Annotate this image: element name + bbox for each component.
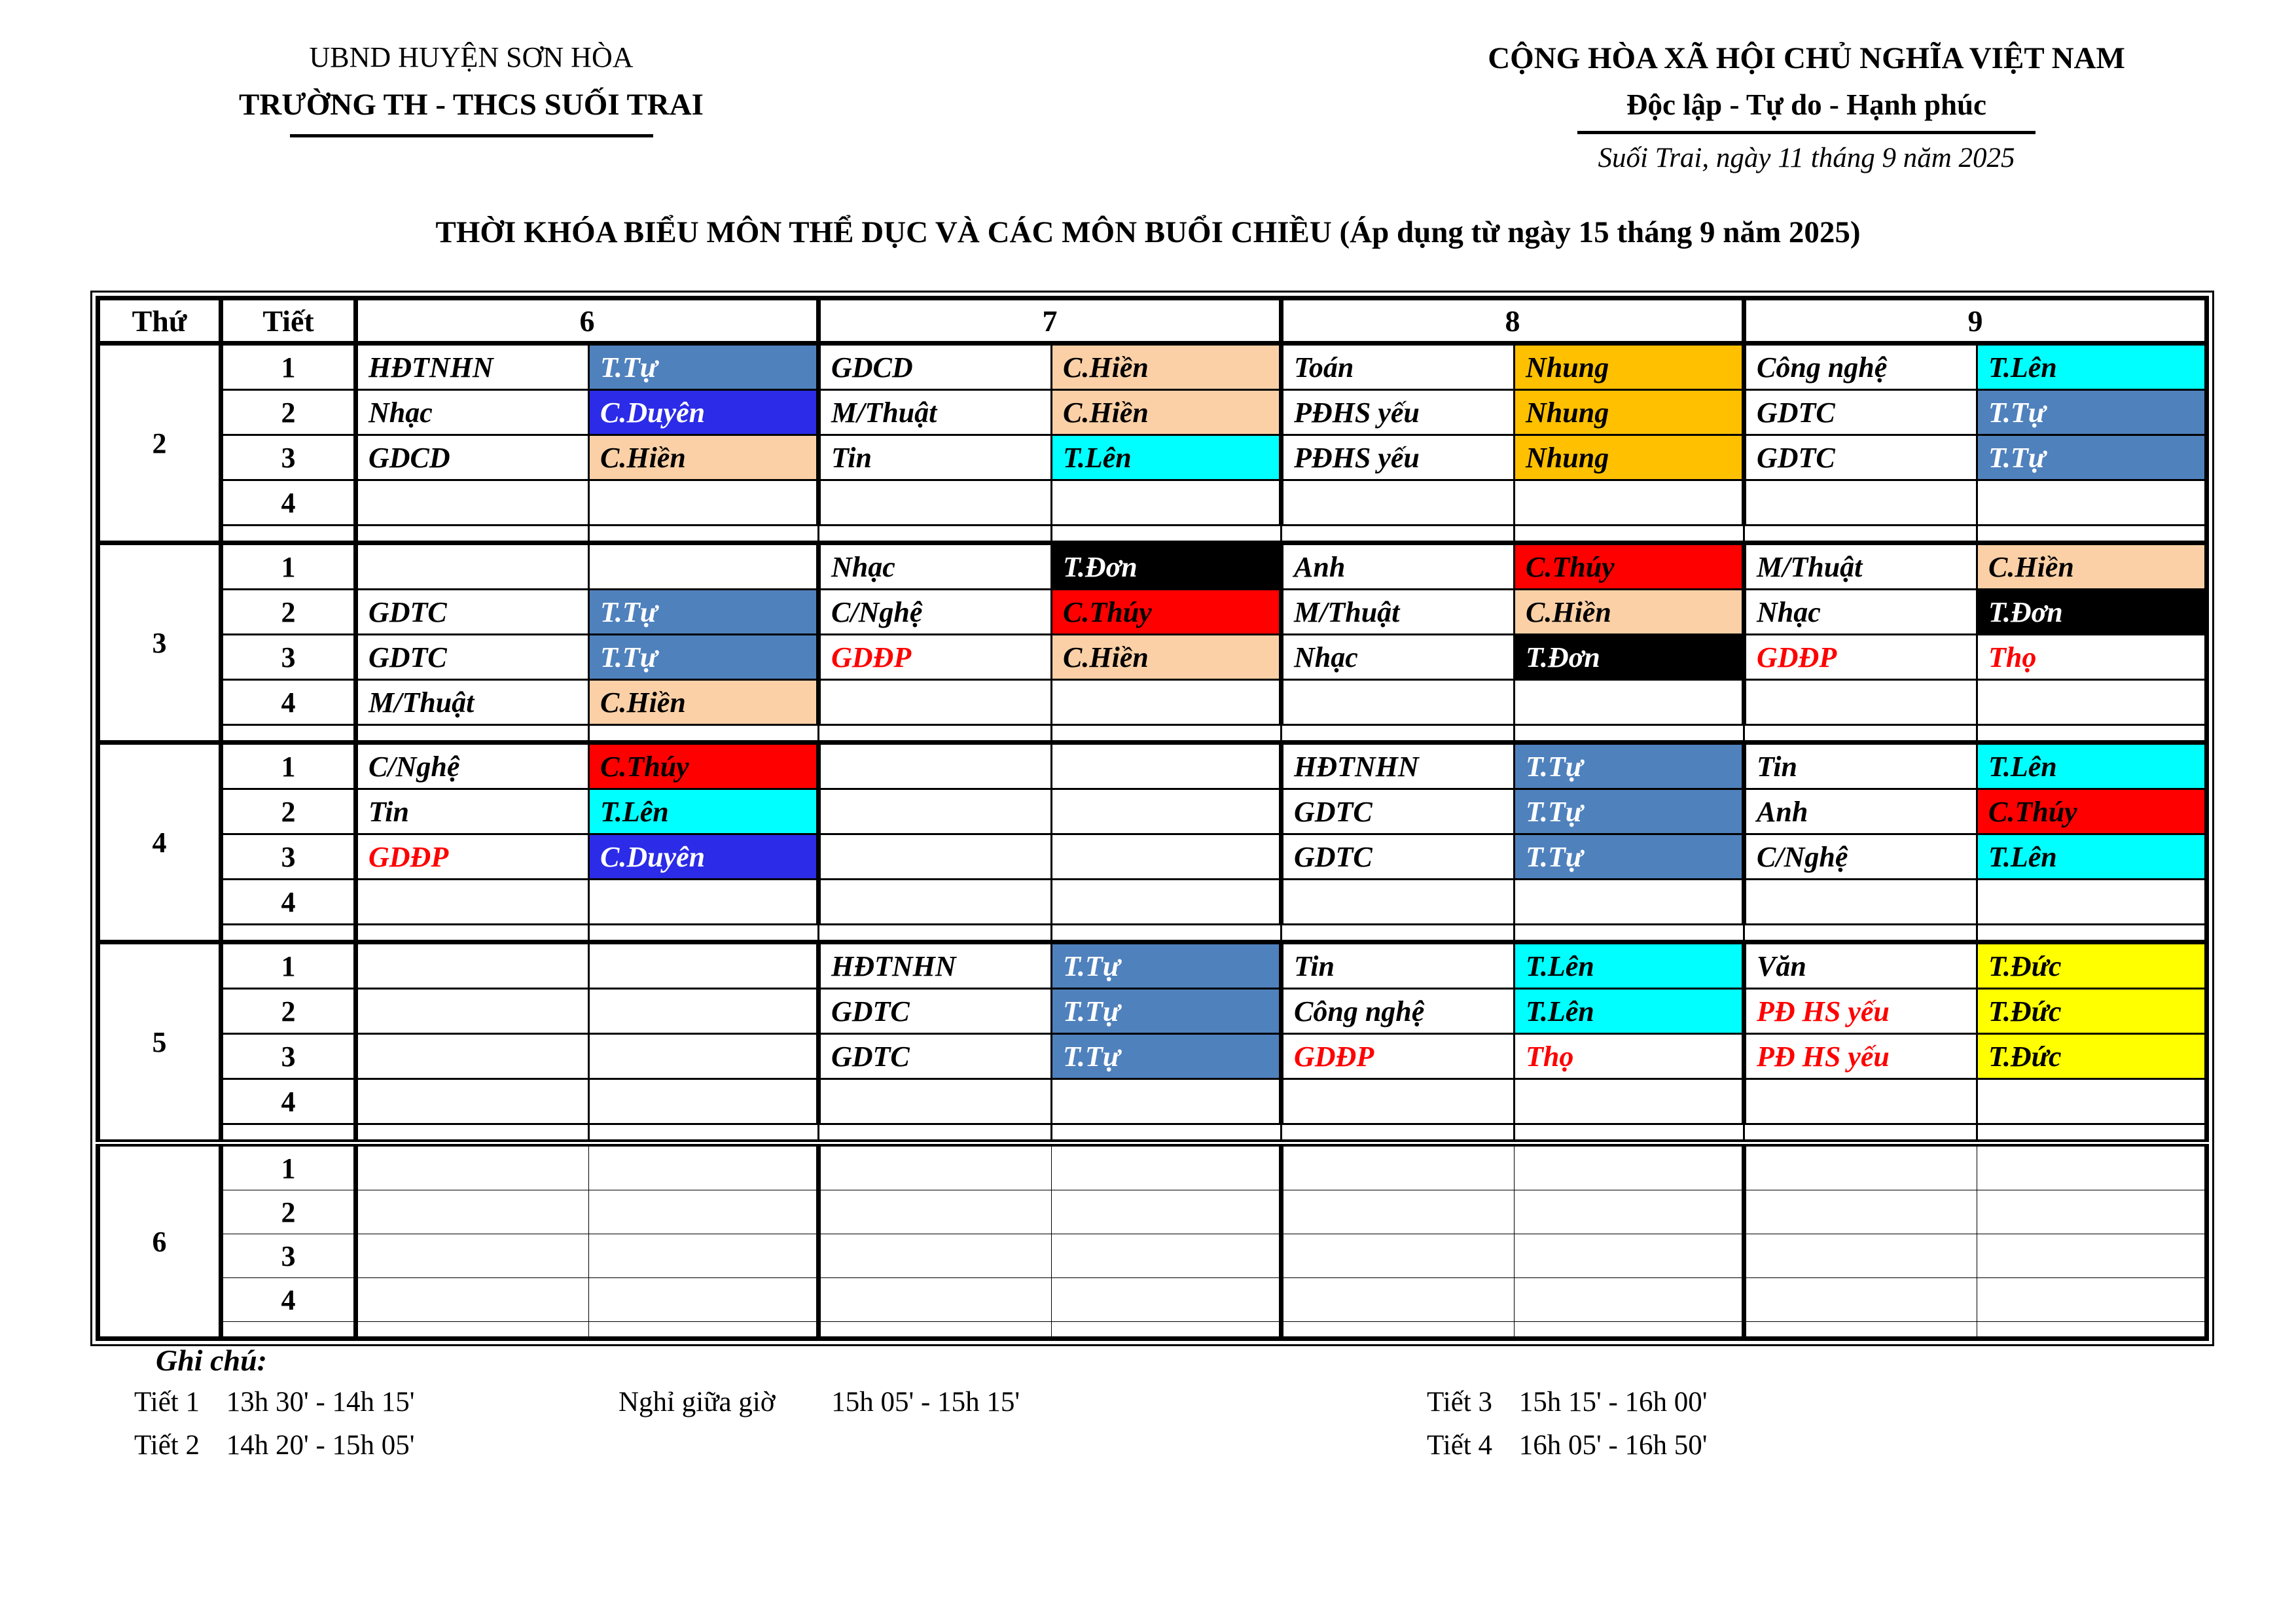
subject-cell <box>1744 1190 1977 1234</box>
period-number: 1 <box>221 942 356 989</box>
teacher-cell: C.Duyên <box>589 834 819 880</box>
subject-cell <box>1282 1190 1515 1234</box>
teacher-cell: T.Lên <box>589 789 819 834</box>
subject-cell: GDTC <box>356 590 589 635</box>
teacher-cell <box>1977 480 2207 526</box>
subject-cell <box>819 743 1052 789</box>
subject-cell: GDTC <box>356 635 589 680</box>
teacher-cell <box>589 1079 819 1124</box>
teacher-cell: C.Hiền <box>589 435 819 480</box>
subject-cell: Tin <box>819 435 1052 480</box>
subject-cell <box>356 543 589 590</box>
teacher-cell: T.Lên <box>1515 942 1744 989</box>
period-row <box>98 344 2207 390</box>
national-motto-line1: CỘNG HÒA XÃ HỘI CHỦ NGHĨA VIỆT NAM <box>1488 41 2125 75</box>
teacher-cell <box>589 1234 819 1278</box>
teacher-cell: T.Lên <box>1052 435 1282 480</box>
subject-cell <box>356 480 589 526</box>
spacer-cell <box>1282 526 1515 543</box>
period-row <box>98 1278 2207 1322</box>
subject-cell <box>356 942 589 989</box>
period-row <box>98 989 2207 1034</box>
period-number: 4 <box>221 1278 356 1322</box>
subject-cell <box>819 1190 1052 1234</box>
teacher-cell <box>1977 1079 2207 1124</box>
period-row <box>98 743 2207 789</box>
note-break-label: Nghỉ giữa giờ <box>619 1387 776 1418</box>
spacer-cell <box>819 725 1052 743</box>
teacher-cell <box>589 1278 819 1322</box>
subject-cell: Anh <box>1744 789 1977 834</box>
teacher-cell: Nhung <box>1515 390 1744 435</box>
teacher-cell: T.Đức <box>1977 1034 2207 1079</box>
subject-cell: HĐTNHN <box>1282 743 1515 789</box>
teacher-cell <box>1515 680 1744 725</box>
teacher-cell: T.Tự <box>589 635 819 680</box>
subject-cell: GDĐP <box>1744 635 1977 680</box>
spacer-cell <box>1515 1124 1744 1143</box>
teacher-cell: C.Hiền <box>1052 344 1282 390</box>
place-date: Suối Trai, ngày 11 tháng 9 năm 2025 <box>1598 143 2015 173</box>
spacer-cell <box>221 526 356 543</box>
subject-cell: HĐTNHN <box>819 942 1052 989</box>
notes-heading: Ghi chú: <box>156 1344 267 1377</box>
timetable-header <box>98 298 2207 344</box>
subject-cell <box>356 989 589 1034</box>
subject-cell: Tin <box>356 789 589 834</box>
subject-cell: Công nghệ <box>1744 344 1977 390</box>
teacher-cell: T.Lên <box>1977 344 2207 390</box>
teacher-cell <box>589 942 819 989</box>
teacher-cell: T.Lên <box>1515 989 1744 1034</box>
teacher-cell: T.Đức <box>1977 942 2207 989</box>
teacher-cell <box>589 1143 819 1190</box>
spacer-cell <box>1977 925 2207 942</box>
teacher-cell: Nhung <box>1515 435 1744 480</box>
subject-cell <box>1744 680 1977 725</box>
period-number: 2 <box>221 390 356 435</box>
subject-cell: C/Nghệ <box>819 590 1052 635</box>
teacher-cell <box>589 1190 819 1234</box>
note-period-3-time: 15h 15' - 16h 00' <box>1518 1387 1708 1418</box>
subject-cell <box>1282 1278 1515 1322</box>
subject-cell: PĐHS yếu <box>1282 435 1515 480</box>
subject-cell <box>1282 680 1515 725</box>
subject-cell <box>1744 1234 1977 1278</box>
period-number: 2 <box>221 590 356 635</box>
spacer-cell <box>589 526 819 543</box>
spacer-cell <box>1744 1124 1977 1143</box>
teacher-cell <box>1977 1278 2207 1322</box>
subject-cell <box>1282 880 1515 925</box>
teacher-cell <box>1052 880 1282 925</box>
day-block-2 <box>98 344 2207 543</box>
teacher-cell <box>1977 1190 2207 1234</box>
teacher-cell <box>1515 1278 1744 1322</box>
subject-cell: GDCD <box>356 435 589 480</box>
teacher-cell: C.Hiền <box>1977 543 2207 590</box>
subject-cell <box>356 1190 589 1234</box>
note-period-4-label: Tiết 4 <box>1427 1430 1492 1461</box>
teacher-cell <box>1052 1190 1282 1234</box>
teacher-cell: T.Tự <box>1515 834 1744 880</box>
org-name-line1: UBND HUYỆN SƠN HÒA <box>309 41 634 73</box>
period-number: 3 <box>221 635 356 680</box>
spacer-cell <box>1977 526 2207 543</box>
subject-cell: GDĐP <box>819 635 1052 680</box>
note-break <box>619 1386 1020 1418</box>
spacer-cell <box>1977 1124 2207 1143</box>
spacer-cell <box>1744 526 1977 543</box>
teacher-cell: C.Hiền <box>1052 390 1282 435</box>
teacher-cell <box>1515 1190 1744 1234</box>
teacher-cell <box>1515 1079 1744 1124</box>
teacher-cell <box>1052 1079 1282 1124</box>
spacer-cell <box>1744 925 1977 942</box>
spacer-row <box>98 526 2207 543</box>
note-period-4-time: 16h 05' - 16h 50' <box>1518 1430 1708 1461</box>
header-row <box>98 298 2207 344</box>
period-number: 4 <box>221 880 356 925</box>
period-number: 3 <box>221 1034 356 1079</box>
org-name-line2: TRƯỜNG TH - THCS SUỐI TRAI <box>239 88 704 122</box>
subject-cell: PĐHS yếu <box>1282 390 1515 435</box>
subject-cell: Nhạc <box>356 390 589 435</box>
timetable <box>96 296 2209 1341</box>
teacher-cell: T.Tự <box>1515 789 1744 834</box>
spacer-cell <box>589 1322 819 1339</box>
teacher-cell: Nhung <box>1515 344 1744 390</box>
subject-cell <box>356 1278 589 1322</box>
teacher-cell <box>1052 480 1282 526</box>
header-grade-8: 8 <box>1282 298 1744 344</box>
national-motto-line2: Độc lập - Tự do - Hạnh phúc <box>1626 88 1987 121</box>
teacher-cell <box>589 989 819 1034</box>
period-row <box>98 1034 2207 1079</box>
subject-cell: M/Thuật <box>1744 543 1977 590</box>
day-block-4 <box>98 743 2207 942</box>
teacher-cell <box>1515 1143 1744 1190</box>
period-row <box>98 680 2207 725</box>
day-block-3 <box>98 543 2207 743</box>
teacher-cell <box>1052 789 1282 834</box>
header-grade-9: 9 <box>1744 298 2207 344</box>
subject-cell <box>1282 480 1515 526</box>
teacher-cell <box>1052 1234 1282 1278</box>
subject-cell: Tin <box>1282 942 1515 989</box>
period-number: 3 <box>221 435 356 480</box>
teacher-cell <box>1052 1143 1282 1190</box>
period-number: 2 <box>221 1190 356 1234</box>
day-label: 4 <box>98 743 221 942</box>
subject-cell: M/Thuật <box>356 680 589 725</box>
note-period-3 <box>1427 1386 1708 1418</box>
spacer-cell <box>1515 725 1744 743</box>
teacher-cell <box>1515 880 1744 925</box>
subject-cell: M/Thuật <box>1282 590 1515 635</box>
note-period-2 <box>134 1429 415 1461</box>
period-row <box>98 480 2207 526</box>
subject-cell <box>1744 1278 1977 1322</box>
teacher-cell: T.Lên <box>1977 743 2207 789</box>
teacher-cell: T.Đơn <box>1977 590 2207 635</box>
spacer-cell <box>589 725 819 743</box>
teacher-cell: T.Tự <box>1052 942 1282 989</box>
org-block <box>196 41 746 137</box>
spacer-cell <box>1515 526 1744 543</box>
teacher-cell <box>1977 1143 2207 1190</box>
subject-cell: GDĐP <box>356 834 589 880</box>
subject-cell: Nhạc <box>819 543 1052 590</box>
teacher-cell: Thọ <box>1977 635 2207 680</box>
spacer-cell <box>356 725 589 743</box>
teacher-cell <box>1052 743 1282 789</box>
subject-cell: Văn <box>1744 942 1977 989</box>
subject-cell: Công nghệ <box>1282 989 1515 1034</box>
subject-cell <box>1744 880 1977 925</box>
spacer-row <box>98 1124 2207 1143</box>
teacher-cell <box>1515 480 1744 526</box>
spacer-row <box>98 925 2207 942</box>
teacher-cell: C.Thúy <box>1052 590 1282 635</box>
national-block <box>1401 41 2212 174</box>
day-block-6 <box>98 1143 2207 1339</box>
subject-cell <box>1744 1079 1977 1124</box>
teacher-cell: C.Thúy <box>1977 789 2207 834</box>
subject-cell <box>819 880 1052 925</box>
spacer-cell <box>356 925 589 942</box>
subject-cell <box>819 1143 1052 1190</box>
note-period-2-label: Tiết 2 <box>134 1430 200 1461</box>
period-row <box>98 942 2207 989</box>
spacer-cell <box>221 1322 356 1339</box>
spacer-cell <box>1282 1322 1515 1339</box>
day-label: 5 <box>98 942 221 1143</box>
teacher-cell <box>1052 1278 1282 1322</box>
note-period-3-label: Tiết 3 <box>1427 1387 1492 1418</box>
spacer-cell <box>356 526 589 543</box>
teacher-cell <box>589 543 819 590</box>
teacher-cell: C.Duyên <box>589 390 819 435</box>
teacher-cell <box>589 480 819 526</box>
subject-cell: M/Thuật <box>819 390 1052 435</box>
subject-cell: GDTC <box>1282 834 1515 880</box>
teacher-cell: C.Thúy <box>589 743 819 789</box>
subject-cell: Anh <box>1282 543 1515 590</box>
spacer-cell <box>1052 925 1282 942</box>
header-period-column: Tiết <box>221 298 356 344</box>
subject-cell <box>819 1079 1052 1124</box>
teacher-cell <box>1052 680 1282 725</box>
subject-cell <box>356 1079 589 1124</box>
period-row <box>98 435 2207 480</box>
subject-cell <box>819 1278 1052 1322</box>
teacher-cell: T.Tự <box>589 590 819 635</box>
note-period-2-time: 14h 20' - 15h 05' <box>226 1430 415 1461</box>
period-row <box>98 1079 2207 1124</box>
period-row <box>98 880 2207 925</box>
spacer-cell <box>221 725 356 743</box>
subject-cell <box>819 1234 1052 1278</box>
subject-cell <box>1744 480 1977 526</box>
period-row <box>98 789 2207 834</box>
day-label: 3 <box>98 543 221 743</box>
subject-cell: GDĐP <box>1282 1034 1515 1079</box>
spacer-cell <box>1282 1124 1515 1143</box>
period-row <box>98 834 2207 880</box>
spacer-cell <box>221 1124 356 1143</box>
period-number: 1 <box>221 1143 356 1190</box>
teacher-cell: T.Đơn <box>1052 543 1282 590</box>
teacher-cell: C.Hiền <box>1515 590 1744 635</box>
subject-cell: PĐ HS yếu <box>1744 989 1977 1034</box>
subject-cell <box>356 1034 589 1079</box>
spacer-cell <box>1282 925 1515 942</box>
spacer-cell <box>1744 1322 1977 1339</box>
teacher-cell: C.Hiền <box>1052 635 1282 680</box>
header-grade-7: 7 <box>819 298 1282 344</box>
spacer-row <box>98 725 2207 743</box>
note-break-time: 15h 05' - 15h 15' <box>831 1387 1020 1418</box>
subject-cell <box>1744 1143 1977 1190</box>
teacher-cell: T.Tự <box>589 344 819 390</box>
teacher-cell: T.Tự <box>1052 1034 1282 1079</box>
spacer-cell <box>589 925 819 942</box>
page-title: THỜI KHÓA BIỂU MÔN THỂ DỤC VÀ CÁC MÔN BUỔI CHIỀU (Áp dụng từ ngày 15 tháng 9 năm 2025) <box>435 215 1861 249</box>
org-underline <box>290 134 653 137</box>
teacher-cell <box>1977 680 2207 725</box>
header-grade-6: 6 <box>356 298 819 344</box>
subject-cell <box>1282 1234 1515 1278</box>
period-row <box>98 635 2207 680</box>
subject-cell <box>819 480 1052 526</box>
period-number: 1 <box>221 344 356 390</box>
subject-cell: Nhạc <box>1744 590 1977 635</box>
teacher-cell: T.Đơn <box>1515 635 1744 680</box>
header-day-column: Thứ <box>98 298 221 344</box>
spacer-cell <box>589 1124 819 1143</box>
spacer-cell <box>819 526 1052 543</box>
spacer-cell <box>1052 1124 1282 1143</box>
period-number: 3 <box>221 834 356 880</box>
teacher-cell: T.Lên <box>1977 834 2207 880</box>
subject-cell: HĐTNHN <box>356 344 589 390</box>
period-number: 4 <box>221 680 356 725</box>
note-period-1 <box>134 1386 415 1418</box>
subject-cell: Tin <box>1744 743 1977 789</box>
subject-cell: GDTC <box>1282 789 1515 834</box>
period-number: 2 <box>221 989 356 1034</box>
spacer-cell <box>1744 725 1977 743</box>
teacher-cell: T.Đức <box>1977 989 2207 1034</box>
subject-cell <box>819 834 1052 880</box>
spacer-cell <box>356 1124 589 1143</box>
day-label: 6 <box>98 1143 221 1339</box>
period-number: 2 <box>221 789 356 834</box>
spacer-cell <box>356 1322 589 1339</box>
period-row <box>98 543 2207 590</box>
subject-cell: C/Nghệ <box>356 743 589 789</box>
spacer-cell <box>1515 925 1744 942</box>
teacher-cell <box>589 1034 819 1079</box>
teacher-cell: C.Thúy <box>1515 543 1744 590</box>
spacer-cell <box>819 1322 1052 1339</box>
spacer-cell <box>819 925 1052 942</box>
teacher-cell: T.Tự <box>1977 435 2207 480</box>
motto-underline <box>1577 131 2036 134</box>
teacher-cell: Thọ <box>1515 1034 1744 1079</box>
spacer-cell <box>1052 725 1282 743</box>
day-block-5 <box>98 942 2207 1143</box>
teacher-cell <box>1515 1234 1744 1278</box>
spacer-cell <box>819 1124 1052 1143</box>
spacer-cell <box>1282 725 1515 743</box>
period-number: 4 <box>221 480 356 526</box>
spacer-cell <box>1977 725 2207 743</box>
subject-cell: Nhạc <box>1282 635 1515 680</box>
subject-cell <box>819 680 1052 725</box>
subject-cell <box>356 1143 589 1190</box>
subject-cell: PĐ HS yếu <box>1744 1034 1977 1079</box>
period-number: 1 <box>221 743 356 789</box>
teacher-cell <box>1052 834 1282 880</box>
period-number: 3 <box>221 1234 356 1278</box>
spacer-cell <box>1977 1322 2207 1339</box>
subject-cell: GDTC <box>819 989 1052 1034</box>
subject-cell: GDCD <box>819 344 1052 390</box>
subject-cell: GDTC <box>1744 390 1977 435</box>
teacher-cell <box>1977 880 2207 925</box>
subject-cell: Toán <box>1282 344 1515 390</box>
spacer-cell <box>221 925 356 942</box>
subject-cell <box>356 880 589 925</box>
teacher-cell: T.Tự <box>1977 390 2207 435</box>
period-row <box>98 1143 2207 1190</box>
period-row <box>98 590 2207 635</box>
subject-cell <box>1282 1143 1515 1190</box>
subject-cell: GDTC <box>1744 435 1977 480</box>
note-period-1-time: 13h 30' - 14h 15' <box>226 1387 415 1418</box>
day-label: 2 <box>98 344 221 543</box>
spacer-cell <box>1052 526 1282 543</box>
period-row <box>98 1234 2207 1278</box>
subject-cell <box>356 1234 589 1278</box>
subject-cell <box>819 789 1052 834</box>
note-period-4 <box>1427 1429 1708 1461</box>
subject-cell <box>1282 1079 1515 1124</box>
period-row <box>98 390 2207 435</box>
teacher-cell: T.Tự <box>1052 989 1282 1034</box>
teacher-cell <box>1977 1234 2207 1278</box>
period-number: 1 <box>221 543 356 590</box>
subject-cell: GDTC <box>819 1034 1052 1079</box>
subject-cell: C/Nghệ <box>1744 834 1977 880</box>
teacher-cell: T.Tự <box>1515 743 1744 789</box>
spacer-row <box>98 1322 2207 1339</box>
period-number: 4 <box>221 1079 356 1124</box>
period-row <box>98 1190 2207 1234</box>
teacher-cell: C.Hiền <box>589 680 819 725</box>
teacher-cell <box>589 880 819 925</box>
spacer-cell <box>1052 1322 1282 1339</box>
spacer-cell <box>1515 1322 1744 1339</box>
note-period-1-label: Tiết 1 <box>134 1387 200 1418</box>
